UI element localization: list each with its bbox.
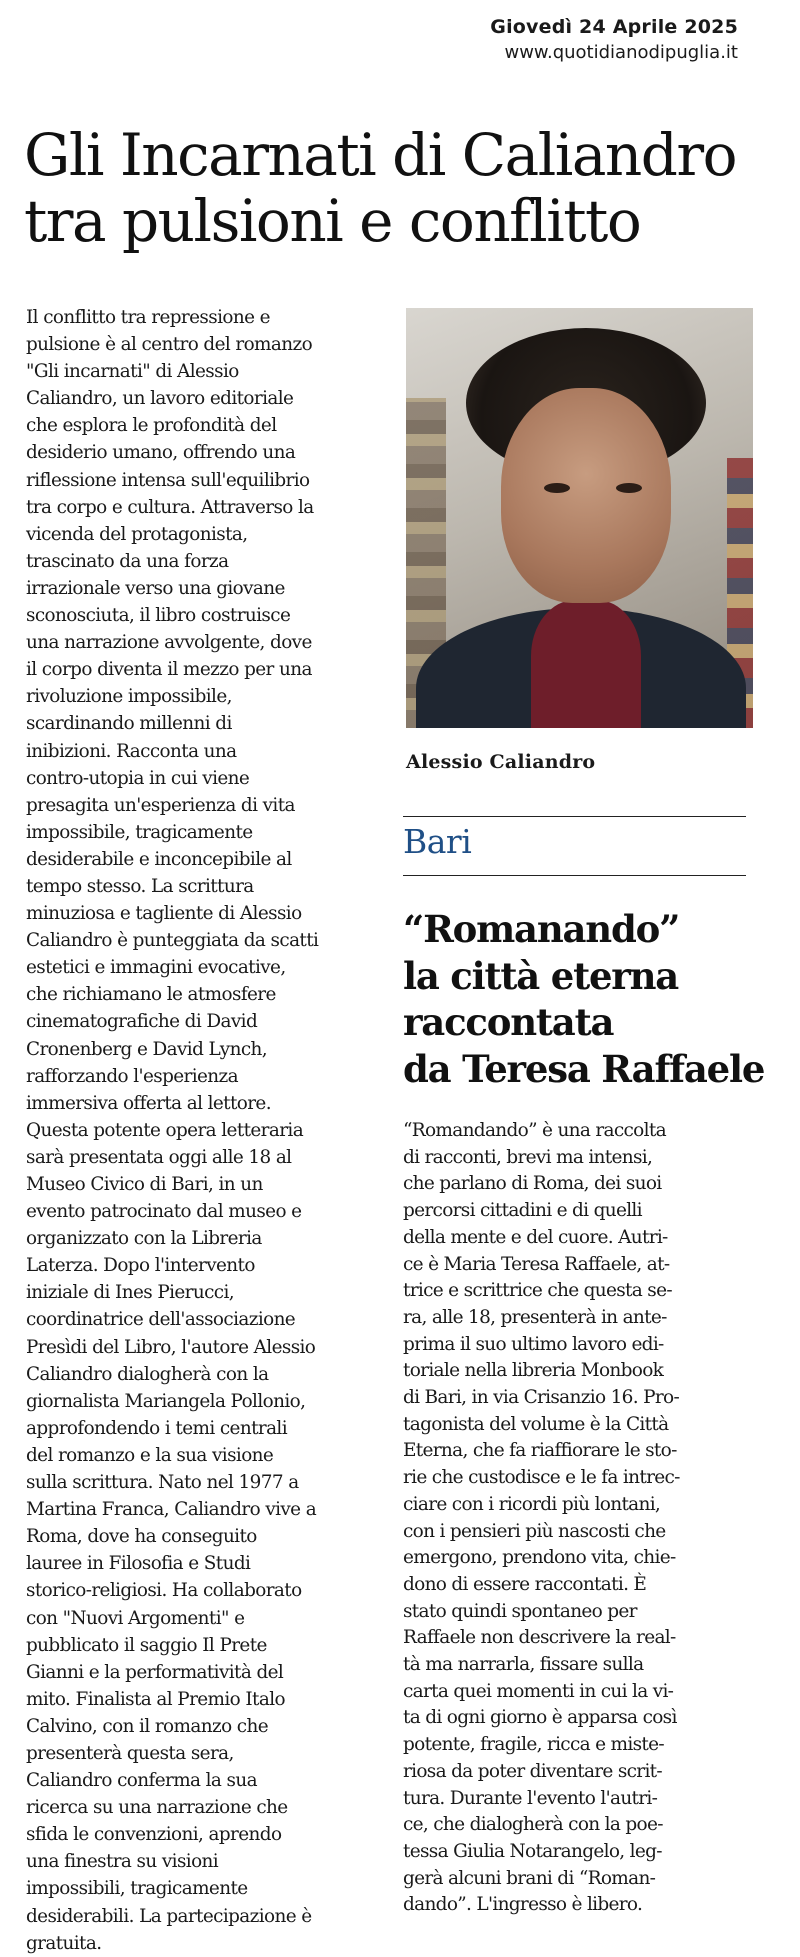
text-line: stato quindi spontaneo per [403, 1600, 637, 1622]
article-body-romanando [403, 1118, 751, 1919]
text-line: rivoluzione impossibile, [26, 686, 232, 708]
text-line: dando”. L'ingresso è libero. [403, 1894, 643, 1916]
text-line: Presìdi del Libro, l'autore Alessio [26, 1336, 316, 1358]
eye-left [544, 483, 570, 493]
text-line: emergono, prendono vita, chie- [403, 1547, 676, 1569]
text-line: una finestra su visioni [26, 1851, 219, 1873]
text-line: desiderabile e inconcepibile al [26, 848, 292, 870]
text-line: che parlano di Roma, dei suoi [403, 1173, 662, 1195]
text-line: Laterza. Dopo l'intervento [26, 1255, 255, 1277]
text-line: Raffaele non descrivere la real- [403, 1627, 676, 1649]
text-line: Il conflitto tra repressione e [26, 307, 270, 328]
article-body-caliandro [26, 304, 394, 1957]
text-line: della mente e del cuore. Autri- [403, 1226, 668, 1248]
secondary-headline-line: da Teresa Raffaele [403, 1046, 765, 1091]
secondary-headline [403, 906, 783, 1092]
text-line: tagonista del volume è la Città [403, 1413, 669, 1435]
text-line: coordinatrice dell'associazione [26, 1309, 296, 1331]
text-line: prima il suo ultimo lavoro edi- [403, 1333, 664, 1355]
text-line: sarà presentata oggi alle 18 al [26, 1146, 292, 1168]
text-line: il corpo diventa il mezzo per una [26, 659, 312, 681]
text-line: pulsione è al centro del romanzo [26, 334, 313, 356]
text-line: rafforzando l'esperienza [26, 1065, 238, 1087]
text-line: ciare con i ricordi più lontani, [403, 1493, 661, 1515]
text-line: pubblicato il saggio Il Prete [26, 1634, 267, 1656]
text-line: di Bari, in via Crisanzio 16. Pro- [403, 1387, 679, 1409]
text-line: tessa Giulia Notarangelo, leg- [403, 1840, 662, 1862]
text-line: impossibili, tragicamente [26, 1878, 248, 1900]
main-headline-line: tra pulsioni e conflitto [24, 187, 641, 255]
text-line: cinematografiche di David [26, 1011, 258, 1033]
text-line: Eterna, che fa riaffiorare le sto- [403, 1440, 677, 1462]
text-line: Calvino, con il romanzo che [26, 1715, 269, 1737]
text-line: dono di essere raccontati. È [403, 1573, 647, 1595]
text-line: storico-religiosi. Ha collaborato [26, 1580, 302, 1602]
photo-caption: Alessio Caliandro [406, 751, 596, 773]
text-line: tura. Durante l'evento l'autri- [403, 1787, 658, 1809]
text-line: “Romandando” è una raccolta [403, 1120, 666, 1141]
text-line: estetici e immagini evocative, [26, 957, 286, 979]
text-line: sfida le convenzioni, aprendo [26, 1824, 282, 1846]
text-line: con "Nuovi Argomenti" e [26, 1607, 245, 1629]
text-line: Gianni e la performatività del [26, 1661, 284, 1683]
text-line: di racconti, brevi ma intensi, [403, 1146, 653, 1168]
masthead-info [490, 16, 738, 63]
text-line: tempo stesso. La scrittura [26, 875, 254, 897]
text-line: ta di ogni giorno è apparsa così [403, 1707, 677, 1729]
text-line: con i pensieri più nascosti che [403, 1520, 666, 1542]
text-line: ra, alle 18, presenterà in ante- [403, 1306, 667, 1328]
text-line: "Gli incarnati" di Alessio [26, 361, 239, 383]
section-label: Bari [403, 822, 472, 861]
text-line: Cronenberg e David Lynch, [26, 1038, 268, 1060]
text-line: percorsi cittadini e di quelli [403, 1200, 642, 1222]
text-line: sulla scrittura. Nato nel 1977 a [26, 1472, 299, 1494]
text-line: presagita un'esperienza di vita [26, 794, 295, 816]
text-line: contro-utopia in cui viene [26, 767, 250, 789]
text-line: evento patrocinato dal museo e [26, 1201, 302, 1223]
text-line: irrazionale verso una giovane [26, 577, 285, 599]
eye-right [616, 483, 642, 493]
text-line: tà ma narrarla, fissare sulla [403, 1654, 644, 1676]
text-line: trice e scrittrice che questa se- [403, 1280, 672, 1302]
text-line: gratuita. [26, 1932, 102, 1954]
text-line: ce, che dialogherà con la poe- [403, 1814, 663, 1836]
main-headline-line: Gli Incarnati di Caliandro [24, 121, 737, 189]
text-line: vicenda del protagonista, [26, 523, 248, 545]
text-line: Caliandro è punteggiata da scatti [26, 930, 319, 952]
text-line: iniziale di Ines Pierucci, [26, 1282, 235, 1304]
face [501, 388, 671, 603]
main-headline [24, 122, 784, 254]
text-line: organizzato con la Libreria [26, 1228, 262, 1250]
text-line: scardinando millenni di [26, 713, 232, 735]
text-line: carta quei momenti in cui la vi- [403, 1680, 674, 1702]
text-line: toriale nella libreria Monbook [403, 1360, 664, 1382]
text-line: gerà alcuni brani di “Roman- [403, 1867, 656, 1889]
text-line: ricerca su una narrazione che [26, 1797, 288, 1819]
text-line: immersiva offerta al lettore. [26, 1092, 271, 1114]
text-line: inibizioni. Racconta una [26, 740, 237, 762]
text-line: del romanzo e la sua visione [26, 1444, 274, 1466]
text-line: Caliandro conferma la sua [26, 1770, 257, 1792]
text-line: trascinato da una forza [26, 550, 229, 572]
secondary-headline-line: la città eterna [403, 953, 679, 998]
text-line: minuziosa e tagliente di Alessio [26, 903, 302, 925]
author-photo [406, 308, 753, 728]
text-line: Caliandro dialogherà con la [26, 1363, 269, 1385]
text-line: mito. Finalista al Premio Italo [26, 1688, 285, 1710]
text-line: giornalista Mariangela Pollonio, [26, 1390, 306, 1412]
secondary-headline-line: “Romanando” [403, 907, 680, 951]
text-line: desiderabili. La partecipazione è [26, 1905, 312, 1927]
text-line: che richiamano le atmosfere [26, 984, 276, 1006]
section-divider-top [403, 816, 746, 817]
text-line: una narrazione avvolgente, dove [26, 632, 312, 654]
secondary-headline-line: raccontata [403, 1000, 614, 1044]
text-line: presenterà questa sera, [26, 1742, 234, 1764]
text-line: potente, fragile, ricca e miste- [403, 1734, 664, 1756]
text-line: Caliandro, un lavoro editoriale [26, 388, 294, 410]
text-line: approfondendo i temi centrali [26, 1417, 287, 1439]
text-line: lauree in Filosofia e Studi [26, 1553, 251, 1575]
text-line: tra corpo e cultura. Attraverso la [26, 496, 314, 518]
text-line: Museo Civico di Bari, in un [26, 1174, 263, 1195]
text-line: sconosciuta, il libro costruisce [26, 605, 291, 627]
text-line: impossibile, tragicamente [26, 821, 253, 843]
text-line: riflessione intensa sull'equilibrio [26, 469, 310, 491]
text-line: Questa potente opera letteraria [26, 1119, 304, 1141]
shirt [531, 600, 641, 728]
text-line: Roma, dove ha conseguito [26, 1526, 257, 1548]
publication-date: Giovedì 24 Aprile 2025 [490, 16, 738, 38]
text-line: che esplora le profondità del [26, 415, 277, 437]
text-line: Martina Franca, Caliandro vive a [26, 1499, 317, 1521]
section-divider-bottom [403, 875, 746, 876]
text-line: desiderio umano, offrendo una [26, 442, 296, 464]
text-line: ce è Maria Teresa Raffaele, at- [403, 1253, 670, 1275]
publication-url[interactable]: www.quotidianodipuglia.it [504, 42, 738, 63]
text-line: rie che custodisce e le fa intrec- [403, 1467, 680, 1489]
text-line: riosa da poter diventare scrit- [403, 1760, 662, 1782]
